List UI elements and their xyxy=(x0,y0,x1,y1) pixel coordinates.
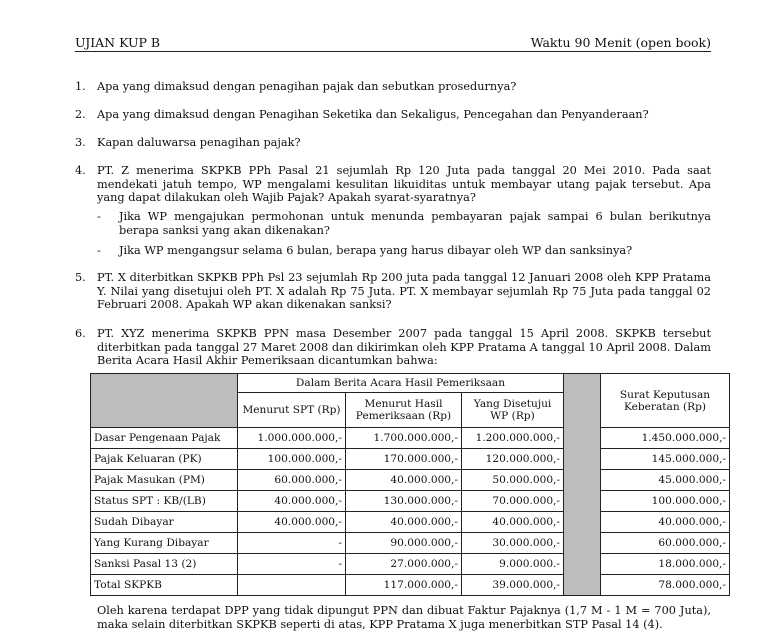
cell-pemeriksaan: 90.000.000,- xyxy=(346,533,462,554)
table-row xyxy=(91,554,730,575)
cell-spt: 40.000.000,- xyxy=(238,512,346,533)
cell-keputusan: 1.450.000.000,- xyxy=(601,428,730,449)
row-label: Pajak Masukan (PM) xyxy=(91,470,238,491)
row-label: Dasar Pengenaan Pajak xyxy=(91,428,238,449)
cell-disetujui: 9.000.000.- xyxy=(462,554,564,575)
question-number: 5. xyxy=(75,271,86,284)
cell-keputusan: 40.000.000,- xyxy=(601,512,730,533)
group-header: Dalam Berita Acara Hasil Pemeriksaan xyxy=(238,374,564,393)
cell-pemeriksaan: 40.000.000,- xyxy=(346,512,462,533)
subitem-text: Jika WP mengajukan permohonan untuk menunda pembayaran pajak sampai 6 bulan berikutnya berapa sanksi yang akan dikenakan? xyxy=(119,210,711,237)
table-row xyxy=(91,491,730,512)
question-text: Apa yang dimaksud dengan Penagihan Seketika dan Sekaligus, Pencegahan dan Penyanderaan? xyxy=(97,108,649,121)
table-row-total xyxy=(91,575,730,596)
cell-spt: - xyxy=(238,554,346,575)
cell-spt: 60.000.000,- xyxy=(238,470,346,491)
exam-title: UJIAN KUP B xyxy=(75,35,161,50)
table-row xyxy=(91,428,730,449)
cell-spt: - xyxy=(238,533,346,554)
cell-disetujui: 30.000.000,- xyxy=(462,533,564,554)
row-label: Sudah Dibayar xyxy=(91,512,238,533)
header-spt: Menurut SPT (Rp) xyxy=(238,393,346,428)
question-text: PT. X diterbitkan SKPKB PPh Psl 23 sejumlah Rp 200 juta pada tanggal 12 Januari 2008 oleh KPP Pratama Y. Nilai yang disetujui oleh PT. X adalah Rp 75 Juta. PT. X membayar sejumlah Rp 75 Juta pada tanggal 02 Februari 2008. Apakah WP akan dikenakan sanksi? xyxy=(97,271,711,312)
audit-table xyxy=(90,373,730,596)
cell-keputusan: 78.000.000,- xyxy=(601,575,730,596)
cell-pemeriksaan: 27.000.000,- xyxy=(346,554,462,575)
question-number: 3. xyxy=(75,136,86,149)
exam-duration: Waktu 90 Menit (open book) xyxy=(530,35,711,50)
table-row xyxy=(91,470,730,491)
row-label: Yang Kurang Dibayar xyxy=(91,533,238,554)
cell-spt: 100.000.000,- xyxy=(238,449,346,470)
cell-keputusan: 18.000.000,- xyxy=(601,554,730,575)
question-number: 4. xyxy=(75,164,86,177)
table-row xyxy=(91,449,730,470)
table-row xyxy=(91,512,730,533)
bullet-dash: - xyxy=(97,244,101,257)
row-label: Total SKPKB xyxy=(91,575,238,596)
cell-keputusan: 60.000.000,- xyxy=(601,533,730,554)
question-text: Kapan daluwarsa penagihan pajak? xyxy=(97,136,301,149)
row-label: Pajak Keluaran (PK) xyxy=(91,449,238,470)
header-divider xyxy=(75,51,711,52)
cell-keputusan: 100.000.000,- xyxy=(601,491,730,512)
cell-spt: 40.000.000,- xyxy=(238,491,346,512)
page-header xyxy=(75,35,711,51)
cell-disetujui: 50.000.000,- xyxy=(462,470,564,491)
question-number: 6. xyxy=(75,327,86,340)
subitem-text: Jika WP mengangsur selama 6 bulan, berapa yang harus dibayar oleh WP dan sanksinya? xyxy=(119,244,633,257)
cell-pemeriksaan: 117.000.000,- xyxy=(346,575,462,596)
cell-pemeriksaan: 170.000.000,- xyxy=(346,449,462,470)
header-blank-cell xyxy=(91,374,238,428)
cell-disetujui: 40.000.000,- xyxy=(462,512,564,533)
table-row xyxy=(91,533,730,554)
question-text: PT. Z menerima SKPKB PPh Pasal 21 sejumlah Rp 120 Juta pada tanggal 20 Mei 2010. Pada saat mendekati jatuh tempo, WP mengalami kesulitan likuiditas untuk membayar utang pajak tersebut. Apa yang dapat dilakukan oleh Wajib Pajak? Apakah syarat-syaratnya? xyxy=(97,164,711,205)
separator-column xyxy=(564,374,601,596)
row-label: Sanksi Pasal 13 (2) xyxy=(91,554,238,575)
cell-disetujui: 1.200.000.000,- xyxy=(462,428,564,449)
question-text: PT. XYZ menerima SKPKB PPN masa Desember 2007 pada tanggal 15 April 2008. SKPKB tersebut diterbitkan pada tanggal 27 Maret 2008 dan dikirimkan oleh KPP Pratama A tanggal 10 April 2008. Dalam Berita Acara Hasil Akhir Pemeriksaan dicantumkan bahwa: xyxy=(97,327,711,368)
row-label: Status SPT : KB/(LB) xyxy=(91,491,238,512)
header-keputusan: Surat Keputusan Keberatan (Rp) xyxy=(601,374,730,428)
cell-disetujui: 70.000.000,- xyxy=(462,491,564,512)
closing-paragraph: Oleh karena terdapat DPP yang tidak dipungut PPN dan dibuat Faktur Pajaknya (1,7 M - 1 M = 700 Juta), maka selain diterbitkan SKPKB seperti di atas, KPP Pratama X juga menerbitkan STP Pasal 14 (4). xyxy=(97,604,711,631)
bullet-dash: - xyxy=(97,210,101,223)
cell-pemeriksaan: 130.000.000,- xyxy=(346,491,462,512)
question-number: 2. xyxy=(75,108,86,121)
header-disetujui: Yang Disetujui WP (Rp) xyxy=(462,393,564,428)
cell-pemeriksaan: 40.000.000,- xyxy=(346,470,462,491)
question-number: 1. xyxy=(75,80,86,93)
question-text: Apa yang dimaksud dengan penagihan pajak dan sebutkan prosedurnya? xyxy=(97,80,517,93)
cell-keputusan: 45.000.000,- xyxy=(601,470,730,491)
header-pemeriksaan: Menurut Hasil Pemeriksaan (Rp) xyxy=(346,393,462,428)
cell-spt xyxy=(238,575,346,596)
cell-pemeriksaan: 1.700.000.000,- xyxy=(346,428,462,449)
cell-spt: 1.000.000.000,- xyxy=(238,428,346,449)
cell-keputusan: 145.000.000,- xyxy=(601,449,730,470)
cell-disetujui: 39.000.000,- xyxy=(462,575,564,596)
cell-disetujui: 120.000.000,- xyxy=(462,449,564,470)
